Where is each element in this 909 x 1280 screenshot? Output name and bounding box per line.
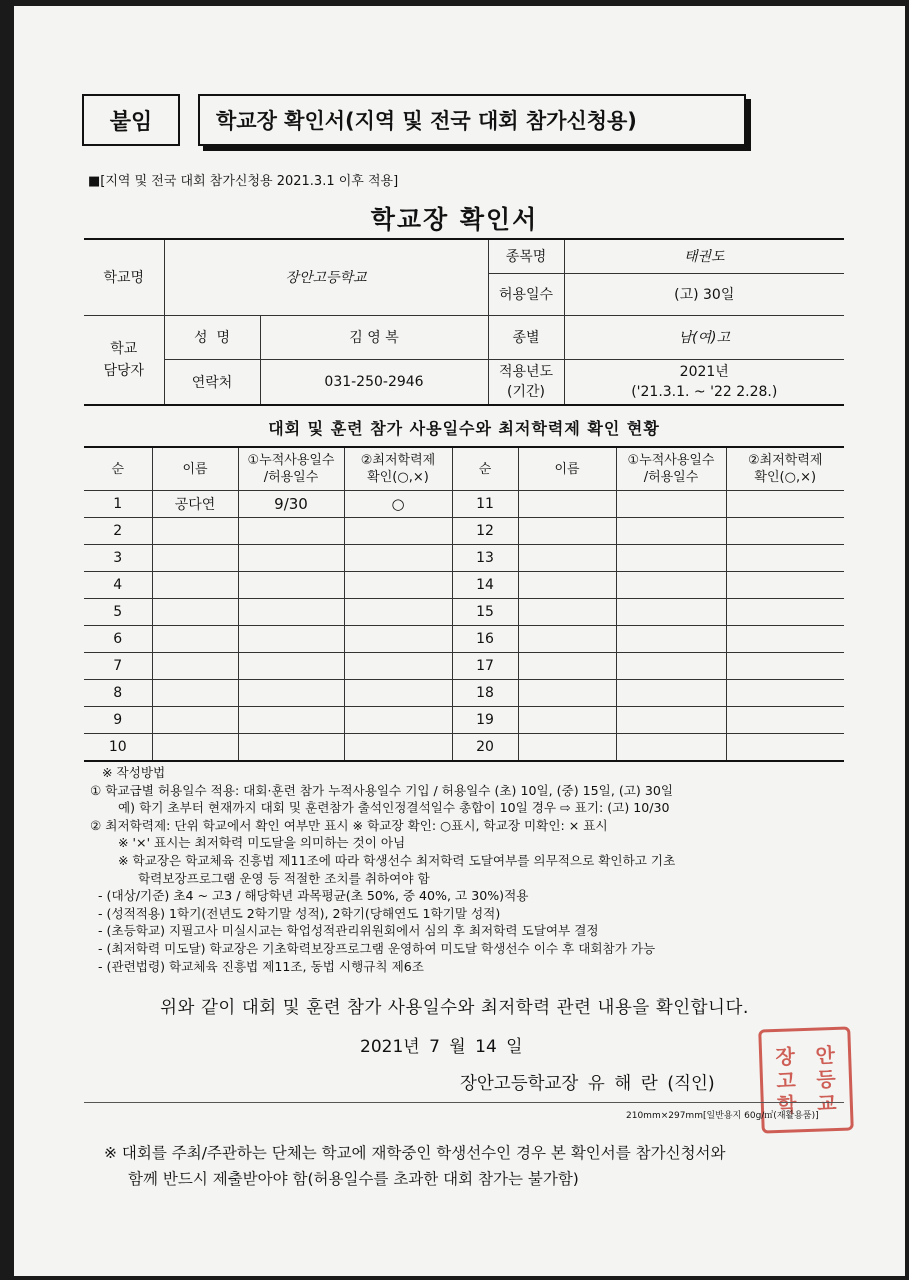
seal-character: 등 [815,1066,837,1092]
check-cell [726,707,844,734]
name-cell [152,626,238,653]
seq-cell: 19 [452,707,518,734]
seal-character: 장 [775,1044,796,1070]
name-cell [518,653,616,680]
days-cell [616,680,726,707]
name-cell [518,680,616,707]
table-row [84,680,844,707]
check-cell [726,572,844,599]
principal-signature: 장안고등학교장 유 해 란 (직인) [460,1074,715,1094]
name-cell [518,572,616,599]
check-cell [726,653,844,680]
check-cell [726,680,844,707]
event-label: 종목명 [488,239,564,273]
days-cell [238,599,344,626]
name-cell [152,707,238,734]
name-cell [518,734,616,762]
seq-cell: 9 [84,707,152,734]
type-label: 종별 [488,315,564,359]
check-cell [344,599,452,626]
days-cell [238,680,344,707]
check-cell: ○ [344,491,452,518]
seal-character: 학 [776,1092,797,1118]
seq-cell: 14 [452,572,518,599]
table-row [84,707,844,734]
seal-character: 교 [816,1090,837,1116]
issue-date: 2021년 7 월 14 일 [360,1037,523,1057]
name-cell [518,518,616,545]
contact-label: 연락처 [164,359,260,405]
check-cell [726,545,844,572]
days-cell [238,707,344,734]
applicability-note: ■[지역 및 전국 대회 참가신청용 2021.3.1 이후 적용] [88,174,399,189]
name-cell: 공다연 [152,491,238,518]
seq-cell: 3 [84,545,152,572]
check-cell [344,680,452,707]
allowed-days-label: 허용일수 [488,273,564,315]
period-value: ('21.3.1. ~ '22 2.28.) [631,383,778,400]
name-cell [152,572,238,599]
days-cell: 9/30 [238,491,344,518]
document-title: 학교장 확인서 [370,205,539,234]
check-cell [726,734,844,762]
days-cell [616,518,726,545]
name-cell [518,626,616,653]
method-line-8: - (성적적용) 1학기(전년도 2학기말 성적), 2학기(당해연도 1학기말 성적) [98,905,501,921]
days-cell [616,707,726,734]
col-header-check: ②최저학력제 확인(○,×) [344,447,452,491]
name-cell [518,707,616,734]
col-header-check-2: ②최저학력제 확인(○,×) [726,447,844,491]
table-row [84,518,844,545]
days-cell [616,491,726,518]
confirmation-statement: 위와 같이 대회 및 훈련 참가 사용일수와 최저학력 관련 내용을 확인합니다. [160,998,749,1018]
year-cell [564,359,844,405]
seq-cell: 12 [452,518,518,545]
days-cell [238,518,344,545]
seq-cell: 18 [452,680,518,707]
divider [84,1102,844,1103]
method-line-11: - (관련법령) 학교체육 진흥법 제11조, 동법 시행규칙 제6조 [98,958,424,974]
seq-cell: 2 [84,518,152,545]
contact-value: 031-250-2946 [260,359,488,405]
table-row [84,545,844,572]
seq-cell: 1 [84,491,152,518]
method-heading: ※ 작성방법 [102,765,166,780]
col-header-no: 순 [84,447,152,491]
method-line-6: 학력보장프로그램 운영 등 적절한 조치를 취하여야 함 [138,870,430,886]
table-header-row [84,447,844,491]
check-cell [726,518,844,545]
method-line-1: ① 학교급별 허용일수 적용: 대회·훈련 참가 누적사용일수 기입 / 허용일수 (초) 10일, (중) 15일, (고) 30일 [90,782,674,798]
seq-cell: 5 [84,599,152,626]
participation-table [84,446,844,762]
days-cell [616,572,726,599]
seal-character: 고 [775,1068,797,1094]
check-cell [726,626,844,653]
seq-cell: 20 [452,734,518,762]
name-cell [518,491,616,518]
check-cell [344,734,452,762]
col-header-name: 이름 [152,447,238,491]
days-cell [616,545,726,572]
name-cell [152,545,238,572]
seq-cell: 16 [452,626,518,653]
seq-cell: 13 [452,545,518,572]
name-value: 김 영 복 [260,315,488,359]
name-cell [518,545,616,572]
year-value: 2021년 [679,363,729,380]
paper-spec: 210mm×297mm[일반용지 60g/㎡(재활용품)] [626,1111,819,1121]
check-cell [726,599,844,626]
col-header-no-2: 순 [452,447,518,491]
check-cell [344,707,452,734]
section-title: 대회 및 훈련 참가 사용일수와 최저학력제 확인 현황 [268,419,660,438]
footer-line-2: 함께 반드시 제출받아야 함(허용일수를 초과한 대회 참가는 불가함) [128,1170,579,1188]
seq-cell: 11 [452,491,518,518]
method-line-4: ※ '×' 표시는 최저학력 미도달을 의미하는 것이 아님 [118,835,406,851]
participation-table-body [84,447,844,761]
name-cell [518,599,616,626]
table-row [84,491,844,518]
check-cell [344,572,452,599]
seq-cell: 4 [84,572,152,599]
table-row [84,626,844,653]
days-cell [238,626,344,653]
table-row [84,653,844,680]
name-cell [152,653,238,680]
seq-cell: 15 [452,599,518,626]
days-cell [238,572,344,599]
check-cell [344,626,452,653]
days-cell [616,734,726,762]
check-cell [344,545,452,572]
days-cell [616,626,726,653]
check-cell [344,518,452,545]
school-info-table [84,238,844,406]
method-line-5: ※ 학교장은 학교체육 진흥법 제11조에 따라 학생선수 최저학력 도달여부를 의무적으로 확인하고 기초 [118,852,676,868]
seq-cell: 17 [452,653,518,680]
table-row [84,734,844,762]
manager-label: 학교 담당자 [84,315,164,405]
seq-cell: 6 [84,626,152,653]
writing-instructions [90,764,850,975]
name-cell [152,518,238,545]
days-cell [616,599,726,626]
method-line-7: - (대상/기준) 초4 ~ 고3 / 해당학년 과목평균(초 50%, 중 40%, 고 30%)적용 [98,888,529,904]
name-cell [152,599,238,626]
method-line-3: ② 최저학력제: 단위 학교에서 확인 여부만 표시 ※ 학교장 확인: ○표시, 학교장 미확인: × 표시 [90,817,608,833]
school-value: 장안고등학교 [164,239,488,315]
seq-cell: 8 [84,680,152,707]
table-row [84,599,844,626]
name-cell [152,734,238,762]
col-header-name-2: 이름 [518,447,616,491]
header-title: 학교장 확인서(지역 및 전국 대회 참가신청용) [198,94,746,146]
col-header-days-2: ①누적사용일수 /허용일수 [616,447,726,491]
col-header-days: ①누적사용일수 /허용일수 [238,447,344,491]
days-cell [238,734,344,762]
footer-line-1: ※ 대회를 주최/주관하는 단체는 학교에 재학중인 학생선수인 경우 본 확인서를 참가신청서와 [104,1144,726,1162]
method-line-9: - (초등학교) 지필고사 미실시교는 학업성적관리위원회에서 심의 후 최저학력 도달여부 결정 [98,923,599,939]
seal-character: 안 [815,1042,836,1068]
method-line-2: 예) 학기 초부터 현재까지 대회 및 훈련참가 출석인정결석일수 총합이 10일 경우 ⇨ 표기: (고) 10/30 [118,800,670,816]
footer-note [104,1140,844,1192]
seq-cell: 7 [84,653,152,680]
table-row [84,572,844,599]
type-value: 남(여)고 [564,315,844,359]
seq-cell: 10 [84,734,152,762]
days-cell [238,545,344,572]
school-label: 학교명 [84,239,164,315]
event-value: 태권도 [564,239,844,273]
days-cell [238,653,344,680]
year-label: 적용년도 (기간) [488,359,564,405]
check-cell [344,653,452,680]
allowed-days-value: (고) 30일 [564,273,844,315]
method-line-10: - (최저학력 미도달) 학교장은 기초학력보장프로그램 운영하여 미도달 학생선수 이수 후 대회참가 가능 [98,940,656,956]
days-cell [616,653,726,680]
name-label: 성 명 [164,315,260,359]
check-cell [726,491,844,518]
attachment-tag: 붙임 [82,94,180,146]
name-cell [152,680,238,707]
